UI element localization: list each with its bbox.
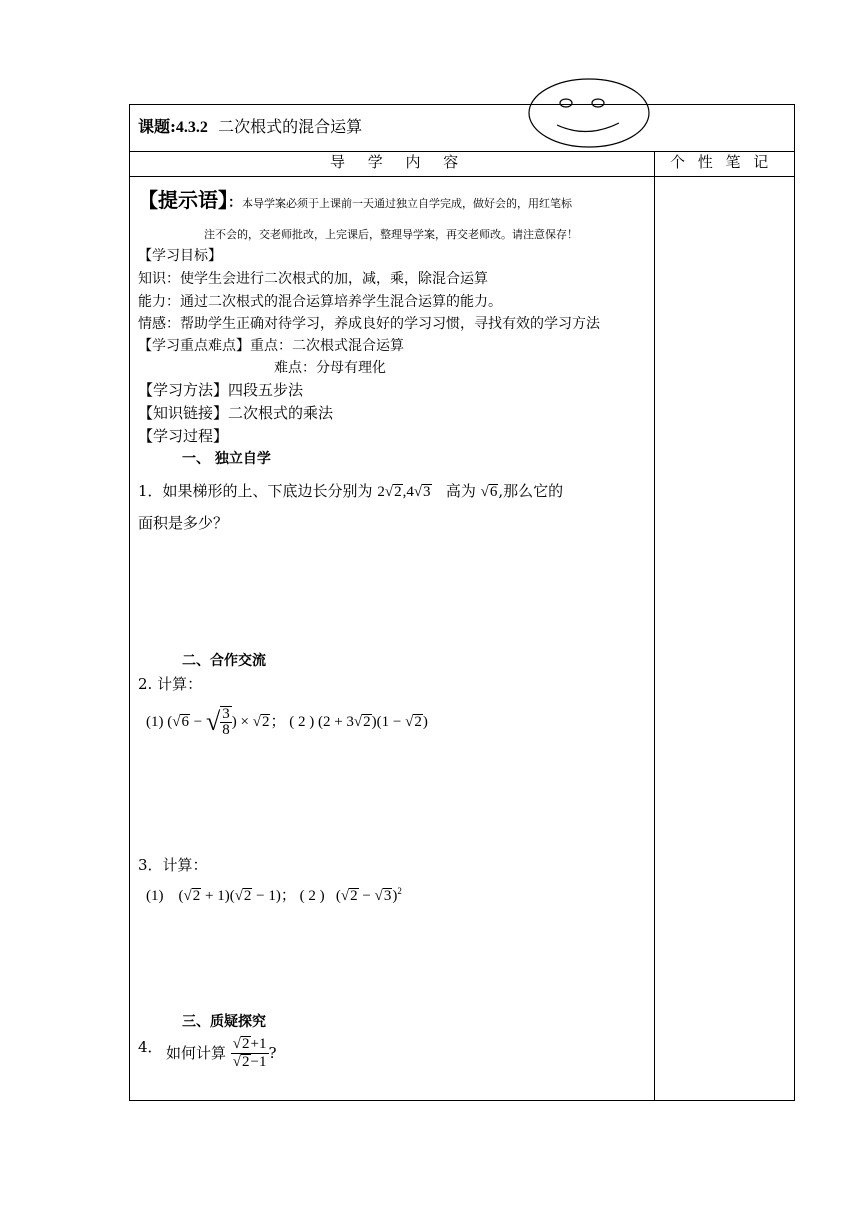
section-3-heading: 三、质疑探究: [182, 1014, 266, 1030]
goals-heading: 【学习目标】: [138, 248, 222, 264]
question-3-label: 3．计算：: [138, 856, 208, 874]
page-title: 课题:4.3.2 二次根式的混合运算: [138, 117, 363, 136]
tip-label: 【提示语】: [138, 188, 228, 212]
worksheet-table: [129, 104, 795, 1101]
key-block: [138, 339, 404, 353]
question-1-line-2: 面积是多少？: [138, 514, 229, 532]
question-2-expression: (1) (√6 − √ $\frac{3}{8}$ ) × √2； ( 2 ) (2 + 3√2)(1 − √2): [146, 706, 428, 738]
link-line: 【知识链接】二次根式的乘法: [138, 404, 334, 422]
method-line: 【学习方法】四段五步法: [138, 381, 304, 399]
header-bottom-rule: [129, 176, 795, 177]
header-top-rule: [129, 151, 795, 152]
question-4: 如何计算 $\frac{√2+1}{√2-1}$ ?: [166, 1036, 277, 1070]
header-content: 导 学 内 容: [330, 153, 459, 171]
question-4-number: 4．: [138, 1038, 163, 1056]
section-1-heading: 一、 独立自学: [182, 451, 271, 467]
question-3-expression: (1) (√2 + 1)(√2 − 1)； ( 2 ) $(√2 - √3)^2$: [146, 886, 402, 904]
key-point: 重点：二次根式混合运算: [250, 338, 404, 354]
process-heading: 【学习过程】: [138, 427, 229, 445]
tip-line-1: 本导学案必须于上课前一天通过独立自学完成，做好会的，用红笔标: [242, 197, 572, 210]
question-1: 1．如果梯形的上、下底边长分别为 2√2,4√3 高为 √6,那么它的: [138, 482, 564, 500]
difficulty: 难点：分母有理化: [274, 360, 386, 376]
notes-column-divider: [654, 151, 655, 1101]
tip-block: 【提示语】：本导学案必须于上课前一天通过独立自学完成，做好会的，用红笔标: [138, 188, 572, 212]
section-2-heading: 二、合作交流: [182, 653, 266, 669]
key-heading: 【学习重点难点】: [138, 338, 250, 354]
tip-line-2: 注不会的，交老师批改，上完课后，整理导学案，再交老师改。请注意保存！: [204, 228, 578, 241]
goal-ability: 能力：通过二次根式的混合运算培养学生混合运算的能力。: [138, 294, 502, 310]
question-2-label: 2. 计算：: [138, 675, 203, 693]
header-notes: 个 性 笔 记: [670, 153, 769, 171]
goal-emotion: 情感：帮助学生正确对待学习，养成良好的学习习惯，寻找有效的学习方法: [138, 316, 600, 332]
goal-knowledge: 知识：使学生会进行二次根式的加，减，乘，除混合运算: [138, 271, 488, 287]
